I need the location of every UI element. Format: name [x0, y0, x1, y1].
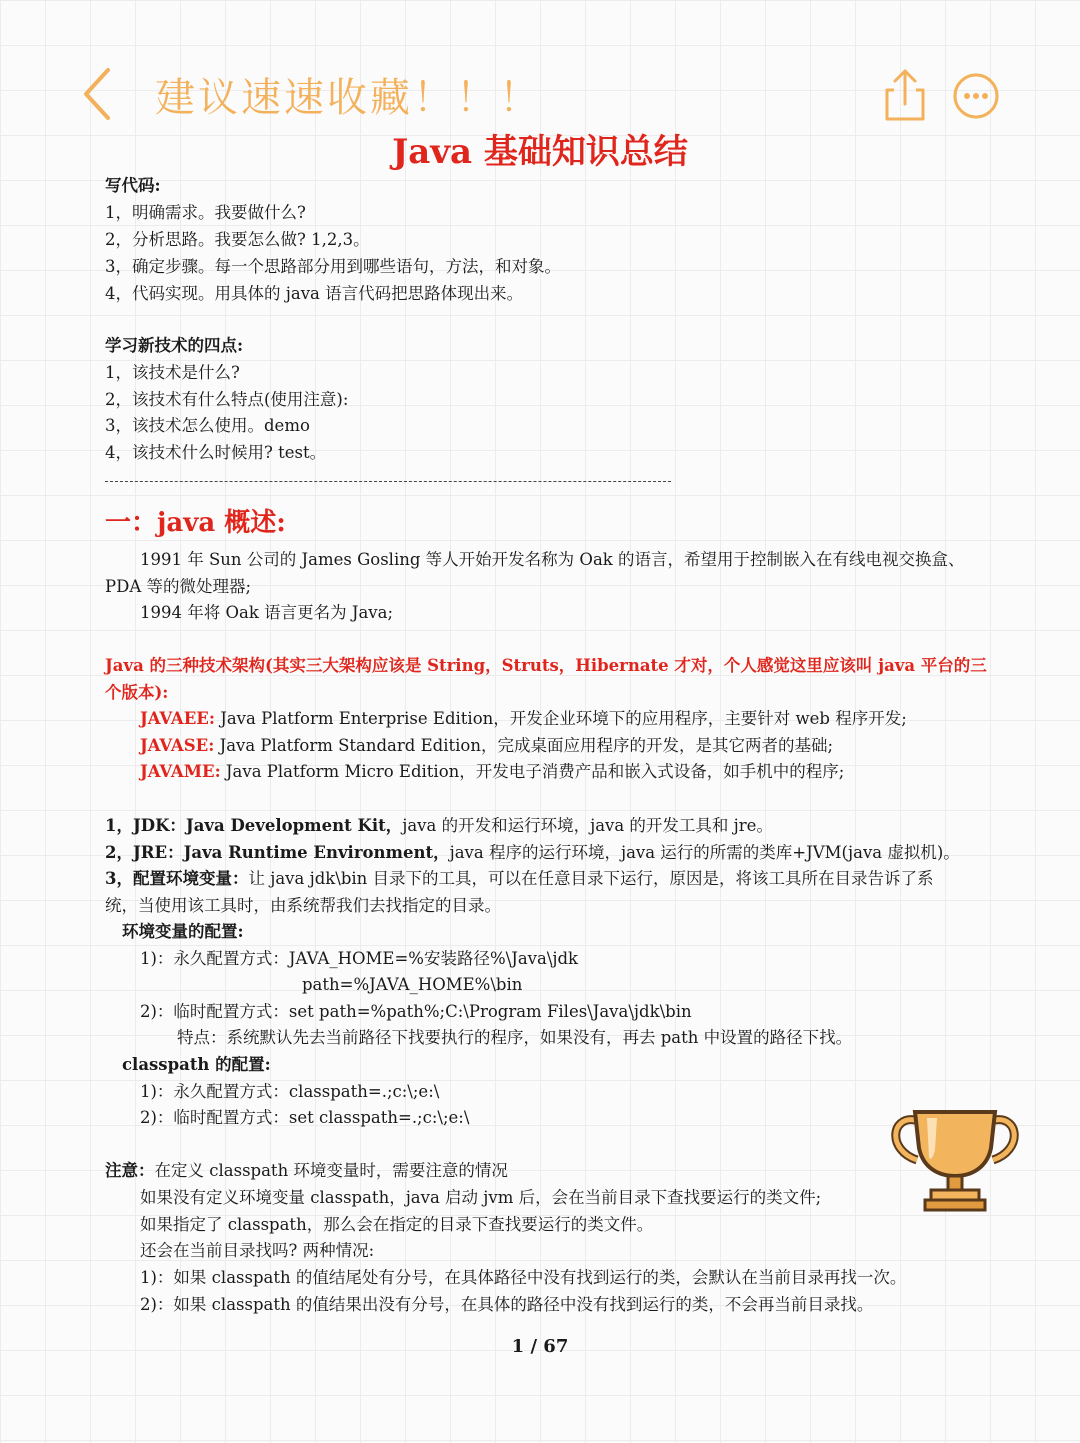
- note-detail: 2)：如果 classpath 的值结果出没有分号，在具体的路径中没有找到运行的类，不会再当前目录找。: [140, 1295, 874, 1314]
- env-heading: 环境变量的配置:: [122, 922, 244, 941]
- note-line: [105, 1158, 508, 1184]
- section-heading: 一：java 概述:: [105, 508, 286, 538]
- trophy-icon: [885, 1106, 1025, 1214]
- classpath-line: 2)：临时配置方式：set classpath=.;c:\;e:\: [140, 1108, 470, 1127]
- config-line: [105, 866, 934, 892]
- list-item: 1，明确需求。我要做什么?: [105, 203, 306, 222]
- edition-name: JAVASE:: [140, 736, 215, 755]
- edition-desc: Java Platform Standard Edition，完成桌面应用程序的开发，是其它两者的基础;: [219, 736, 834, 755]
- env-line: 1)：永久配置方式：JAVA_HOME=%安装路径%\Java\jdk: [140, 949, 579, 968]
- edition-name: JAVAME:: [140, 762, 221, 781]
- list-item: 3，确定步骤。每一个思路部分用到哪些语句，方法，和对象。: [105, 257, 561, 276]
- paragraph-line: PDA 等的微处理器;: [105, 577, 252, 596]
- config-text: 让 java jdk\bin 目录下的工具，可以在任意目录下运行，原因是，将该工具所在目录告诉了系: [248, 869, 934, 888]
- edition-line: [140, 733, 833, 759]
- paragraph-line: 1991 年 Sun 公司的 James Gosling 等人开始开发名称为 Oak 的语言，希望用于控制嵌入在有线电视交换盒、: [140, 550, 965, 569]
- write-code-heading: 写代码:: [105, 176, 161, 195]
- trophy-sticker: [885, 1106, 1025, 1214]
- paragraph-line: 1994 年将 Oak 语言更名为 Java;: [140, 603, 394, 622]
- classpath-line: 1)：永久配置方式：classpath=.;c:\;e:\: [140, 1082, 440, 1101]
- jre-label: 2，JRE：Java Runtime Environment，: [105, 843, 450, 862]
- architecture-note: Java 的三种技术架构(其实三大架构应该是 String，Struts，Hibernate 才对，个人感觉这里应该叫 java 平台的三: [105, 656, 987, 675]
- env-line: path=%JAVA_HOME%\bin: [302, 975, 523, 994]
- note-label: 注意：: [105, 1161, 155, 1180]
- document-title: Java 基础知识总结: [392, 132, 688, 172]
- env-line: 2)：临时配置方式：set path=%path%;C:\Program Files\Java\jdk\bin: [140, 1002, 692, 1021]
- list-item: 4，代码实现。用具体的 java 语言代码把思路体现出来。: [105, 284, 524, 303]
- config-line-2: 统，当使用该工具时，由系统帮我们去找指定的目录。: [105, 896, 501, 915]
- list-item: 4，该技术什么时候用? test。: [105, 443, 327, 462]
- list-item: 2，该技术有什么特点(使用注意):: [105, 390, 349, 409]
- page-current: 1: [511, 1336, 525, 1357]
- config-label: 3，配置环境变量：: [105, 869, 249, 888]
- architecture-note: 个版本):: [105, 683, 169, 702]
- list-item: 2，分析思路。我要怎么做? 1,2,3。: [105, 230, 370, 249]
- env-line: 特点：系统默认先去当前路径下找要执行的程序，如果没有，再去 path 中设置的路径下找。: [177, 1028, 853, 1047]
- edition-line: [140, 759, 844, 785]
- note-detail: 如果没有定义环境变量 classpath，java 启动 jvm 后，会在当前目录下查找要运行的类文件;: [140, 1188, 822, 1207]
- edition-desc: Java Platform Micro Edition，开发电子消费产品和嵌入式设备，如手机中的程序;: [225, 762, 845, 781]
- section-divider: [105, 481, 671, 482]
- edition-desc: Java Platform Enterprise Edition，开发企业环境下的应用程序，主要针对 web 程序开发;: [220, 709, 907, 728]
- jre-text: java 程序的运行环境，java 运行的所需的类库+JVM(java 虚拟机)。: [449, 843, 960, 862]
- page-header-title: 建议速速收藏！！！: [155, 75, 542, 121]
- list-item: 1，该技术是什么?: [105, 363, 240, 382]
- list-item: 3，该技术怎么使用。demo: [105, 416, 310, 435]
- classpath-heading: classpath 的配置:: [122, 1055, 271, 1074]
- note-detail: 如果指定了 classpath，那么会在指定的目录下查找要运行的类文件。: [140, 1215, 654, 1234]
- jdk-label: 1，JDK：Java Development Kit，: [105, 816, 403, 835]
- jdk-line: [105, 813, 773, 839]
- note-text: 在定义 classpath 环境变量时，需要注意的情况: [154, 1161, 508, 1180]
- edition-line: [140, 706, 907, 732]
- note-detail: 还会在当前目录找吗? 两种情况:: [140, 1241, 375, 1260]
- page-total: 67: [543, 1336, 569, 1357]
- page-indicator: [0, 1336, 1080, 1357]
- jre-line: [105, 840, 960, 866]
- edition-name: JAVAEE:: [140, 709, 215, 728]
- learn-heading: 学习新技术的四点:: [105, 336, 244, 355]
- note-detail: 1)：如果 classpath 的值结尾处有分号，在具体路径中没有找到运行的类，会默认在当前目录再找一次。: [140, 1268, 907, 1287]
- page-separator: /: [530, 1336, 538, 1357]
- jdk-text: java 的开发和运行环境，java 的开发工具和 jre。: [402, 816, 773, 835]
